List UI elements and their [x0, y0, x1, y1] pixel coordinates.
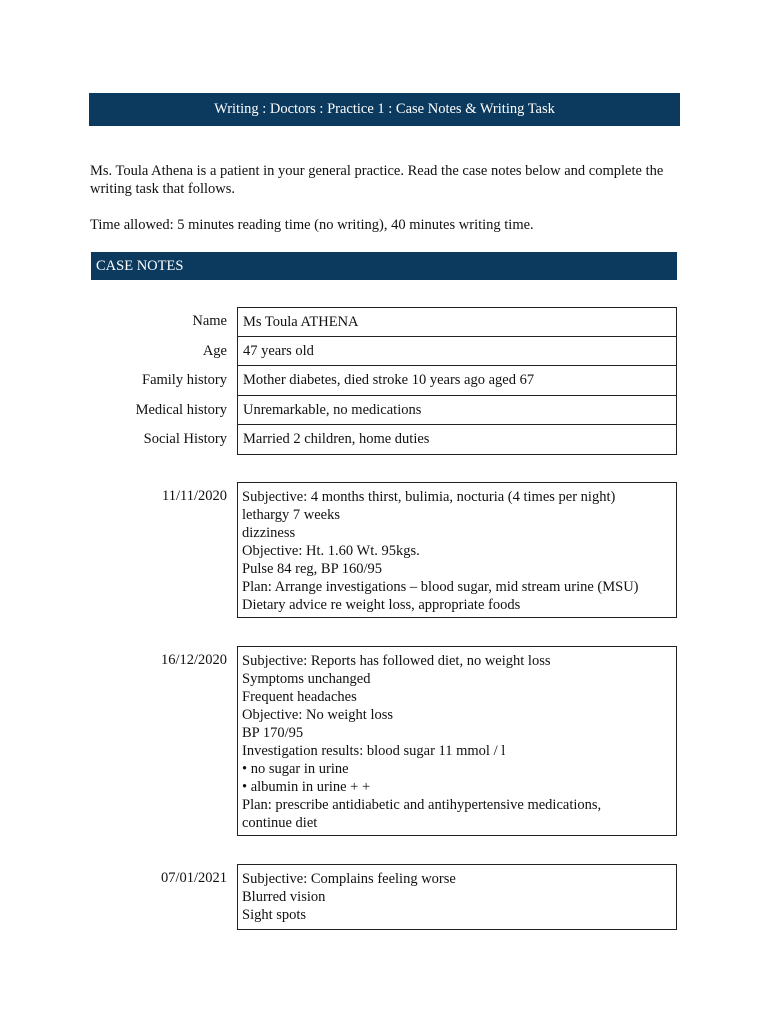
- visit-note-line: Subjective: 4 months thirst, bulimia, nocturia (4 times per night): [242, 489, 616, 505]
- patient-info-row-name: [91, 307, 677, 337]
- visit-note-line: Symptoms unchanged: [242, 671, 371, 687]
- visit-note-line: Dietary advice re weight loss, appropriate foods: [242, 597, 521, 613]
- visit-note-line: lethargy 7 weeks: [242, 507, 340, 523]
- patient-info-label: Name: [192, 313, 227, 329]
- patient-info-row-medical-history: [91, 396, 677, 426]
- visit-note-line: dizziness: [242, 525, 296, 541]
- visit-note-line: Plan: Arrange investigations – blood sugar, mid stream urine (MSU): [242, 579, 639, 595]
- case-notes-heading-bar: [91, 252, 677, 280]
- visit-notes-box: [237, 864, 677, 930]
- visit-note-line: • no sugar in urine: [242, 761, 349, 777]
- patient-info-table: [91, 307, 677, 455]
- patient-info-value: Mother diabetes, died stroke 10 years ago aged 67: [237, 366, 677, 396]
- visit-note-line: Subjective: Complains feeling worse: [242, 871, 456, 887]
- case-notes-heading: CASE NOTES: [96, 257, 184, 274]
- visit-note-line: • albumin in urine + +: [242, 779, 371, 795]
- visit-note-line: Blurred vision: [242, 889, 326, 905]
- visit-note-line: Subjective: Reports has followed diet, no weight loss: [242, 653, 551, 669]
- patient-info-label: Medical history: [135, 401, 227, 418]
- page-title: Writing : Doctors : Practice 1 : Case Notes & Writing Task: [214, 101, 555, 117]
- visit-note-line: Sight spots: [242, 907, 307, 923]
- patient-info-row-social-history: [91, 425, 677, 455]
- visit-note-line: Investigation results: blood sugar 11 mmol / l: [242, 743, 506, 759]
- patient-info-row-age: [91, 337, 677, 367]
- visit-note-line: Frequent headaches: [242, 689, 357, 705]
- intro-paragraph: Ms. Toula Athena is a patient in your general practice. Read the case notes below and complete the writing task that follows.: [90, 163, 664, 197]
- visit-note-line: Objective: Ht. 1.60 Wt. 95kgs.: [242, 543, 420, 559]
- patient-info-label: Social History: [143, 431, 227, 447]
- visit-note-2020-11-11: [91, 482, 677, 618]
- visit-note-2021-01-07: [91, 864, 677, 930]
- visit-notes-box: [237, 646, 677, 836]
- patient-info-value: Unremarkable, no medications: [237, 396, 677, 426]
- visit-note-2020-12-16: [91, 646, 677, 836]
- visit-note-line: Pulse 84 reg, BP 160/95: [242, 561, 383, 577]
- visit-date: 11/11/2020: [162, 488, 227, 504]
- visit-note-line: continue diet: [242, 815, 318, 831]
- time-allowed-text: Time allowed: 5 minutes reading time (no writing), 40 minutes writing time.: [90, 217, 534, 233]
- visit-notes-box: [237, 482, 677, 618]
- visit-date: 07/01/2021: [160, 870, 227, 886]
- patient-info-row-family-history: [91, 366, 677, 396]
- visit-note-line: Plan: prescribe antidiabetic and antihypertensive medications,: [242, 797, 602, 813]
- visit-note-line: Objective: No weight loss: [242, 707, 394, 723]
- patient-info-value: 47 years old: [237, 337, 677, 367]
- patient-info-value: Ms Toula ATHENA: [237, 307, 677, 337]
- page-title-banner: [89, 93, 680, 126]
- patient-info-label: Age: [202, 342, 227, 359]
- patient-info-label: Family history: [142, 372, 227, 388]
- patient-info-value: Married 2 children, home duties: [237, 425, 677, 455]
- visit-note-line: BP 170/95: [242, 725, 304, 741]
- visit-date: 16/12/2020: [160, 652, 227, 668]
